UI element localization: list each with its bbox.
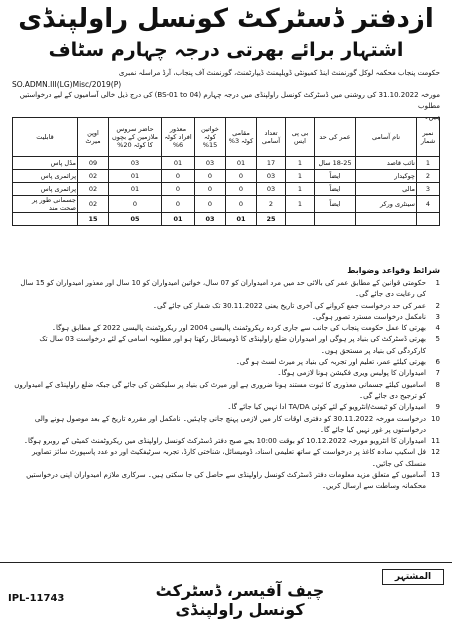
cell: 4 (417, 196, 440, 213)
condition-number: 7 (435, 369, 440, 378)
condition-text: بھرتی کا عمل حکومت پنجاب کی جانب سے جاری کردہ ریکروٹمنٹ پالیسی 2004 اور ریکروٹمنٹ پالیسی 2022 کے مطابق ہوگا۔ (51, 324, 426, 333)
condition-number: 5 (435, 335, 440, 344)
col-post-name: نام آسامی (356, 118, 417, 157)
cell: مالی (356, 183, 417, 196)
col-serial: نمبر شمار (417, 118, 440, 157)
condition-number: 6 (435, 358, 440, 367)
cell: ایضاً (315, 170, 356, 183)
condition-text: بھرتی کیلئے عمر، تعلیم اور تجربہ کی بنیاد پر میرٹ لسٹ ہو گی۔ (235, 358, 426, 367)
cell: پرائمری پاس (13, 183, 78, 196)
advertiser-label: المشتہر (382, 569, 444, 585)
col-posts-count: تعداد آسامی (257, 118, 286, 157)
conditions-list (12, 278, 440, 493)
cell: 01 (109, 170, 162, 183)
cell: 0 (195, 170, 226, 183)
cell: چوکیدار (356, 170, 417, 183)
condition-text: اسامیوں کیلئے جسمانی معذوری کا ثبوت مستند ہونا ضروری ہے اور میرٹ کی بنیاد پر سلیکشن کی جائے گی جبکہ ضلع راولپنڈی کے امیدواروں کو ترجیح دی جائے گی۔ (14, 380, 426, 400)
cell: سینٹری ورکر (356, 196, 417, 213)
condition-number: 11 (431, 437, 440, 446)
cell: 03 (257, 183, 286, 196)
cell: 15 (78, 213, 109, 226)
condition-item (12, 402, 440, 413)
cell: 03 (195, 157, 226, 170)
condition-item (12, 301, 440, 312)
cell (417, 213, 440, 226)
cell: 03 (195, 213, 226, 226)
cell: 0 (109, 196, 162, 213)
cell (286, 213, 315, 226)
condition-text: امیدواران کو ٹیسٹ/انٹرویو کے لئے کوئی TA/DA ادا نہیں کیا جائے گا۔ (227, 403, 426, 412)
col-qualification: قابلیت (13, 118, 78, 157)
cell: 05 (109, 213, 162, 226)
advertisement-footer (0, 562, 452, 623)
table-header-row (13, 118, 440, 157)
col-bps: بی پی ایس (286, 118, 315, 157)
condition-text: آسامیوں کے متعلق مزید معلومات دفتر ڈسٹرکٹ کونسل راولپنڈی سے حاصل کی جا سکتی ہیں۔ سرکاری ملازم امیدواران اپنی درخواستیں محکمانہ وساطت سے ارسال کریں۔ (26, 471, 426, 491)
table-row (13, 157, 440, 170)
condition-number: 3 (435, 312, 440, 321)
cell: 1 (286, 157, 315, 170)
cell: 0 (162, 170, 195, 183)
cell: 02 (78, 183, 109, 196)
page-subtitle: اشتہار برائے بھرتی درجہ چہارم سٹاف (48, 39, 404, 61)
cell: 02 (78, 170, 109, 183)
condition-text: بھرتی ڈسٹرکٹ کی بنیاد پر ہوگی اور امیدواران ضلع راولپنڈی کا ڈومیسائل رکھتا ہو اور مطلوبہ اسامی کے لئے درخواست 03 سال تک کارکردگی کی بنیاد پر مستحق ہوں۔ (39, 335, 426, 355)
col-local-quota: مقامی کوٹہ 3% (226, 118, 257, 157)
condition-item (12, 357, 440, 368)
cell: 0 (195, 183, 226, 196)
condition-item (12, 278, 440, 301)
cell: 01 (226, 157, 257, 170)
cell: 1 (286, 196, 315, 213)
intro-text (12, 68, 440, 123)
cell: مڈل پاس (13, 157, 78, 170)
cell: 17 (257, 157, 286, 170)
condition-item (12, 447, 440, 470)
cell: پرائمری پاس (13, 170, 78, 183)
cell: 0 (162, 183, 195, 196)
condition-text: فل اسکیپ سادہ کاغذ پر درخواست کے ساتھ تعلیمی اسناد، ڈومیسائل، شناختی کارڈ، تجربہ سرٹیفکیٹ اور دو عدد پاسپورٹ سائز تصاویر منسلک کی جائیں۔ (31, 448, 426, 468)
cell: 2 (257, 196, 286, 213)
condition-item (12, 334, 440, 357)
cell (356, 213, 417, 226)
cell: ایضاً (315, 196, 356, 213)
conditions-title: شرائط وقواعد وضوابط (347, 266, 440, 275)
condition-item (12, 323, 440, 334)
condition-text: امیدواران کا پولیس ویری فکیشن ہونا لازمی ہوگا۔ (277, 369, 426, 378)
intro-line-4: ہیں۔ (424, 113, 440, 121)
condition-text: حکومتی قوانین کے مطابق عمر کی بالائی حد میں مرد امیدواران کو 07 سال، خواتین امیدواران کو 10 سال اور معذور امیدواران کو 15 سال کی رعایت دی جائے گی۔ (20, 279, 426, 299)
ipl-number: IPL-11743 (8, 593, 65, 604)
col-disabled-quota: معذور افراد کوٹہ 6% (162, 118, 195, 157)
condition-text: امیدواران کا انٹرویو مورخہ 10.12.2022 کو بوقت 10:00 بجے صبح دفتر ڈسٹرکٹ کونسل راولپنڈی میں ریکروٹمنٹ کمیٹی کے روبرو ہوگا۔ (23, 437, 426, 446)
condition-number: 10 (431, 414, 440, 423)
col-employee-children-quota: حاضر سروس ملازمین کے بچوں کا کوٹہ 20% (109, 118, 162, 157)
condition-text: نامکمل درخواست مسترد تصور ہوگی۔ (311, 312, 426, 321)
vacancies-table (12, 117, 440, 226)
cell: 25 (257, 213, 286, 226)
cell: 03 (109, 157, 162, 170)
condition-number: 8 (435, 380, 440, 389)
cell: 03 (257, 170, 286, 183)
condition-number: 12 (431, 448, 440, 457)
table-row (13, 196, 440, 213)
cell: 0 (195, 196, 226, 213)
condition-number: 4 (435, 324, 440, 333)
table-row (13, 183, 440, 196)
cell: 1 (417, 157, 440, 170)
cell: جسمانی طور پر صحت مند (13, 196, 78, 213)
condition-number: 9 (435, 403, 440, 412)
cell: 0 (226, 183, 257, 196)
condition-item (12, 312, 440, 323)
intro-line-3: مورخہ 31.10.2022 کی روشنی میں ڈسٹرکٹ کونسل راولپنڈی میں درجہ چہارم (BS-01 to 04) کی درج ذیل خالی آسامیوں کے لیے درخواستیں مطلوب (19, 91, 440, 110)
col-age-limit: عمر کی حد (315, 118, 356, 157)
cell (13, 213, 78, 226)
cell: 18-25 سال (315, 157, 356, 170)
page-title: ازدفتر ڈسٹرکٹ کونسل راولپنڈی (18, 4, 434, 34)
cell: نائب قاصد (356, 157, 417, 170)
cell (315, 213, 356, 226)
cell: 1 (286, 183, 315, 196)
table-row (13, 170, 440, 183)
cell: ایضاً (315, 183, 356, 196)
condition-text: عمر کی حد درخواست جمع کروانے کی آخری تاریخ یعنی 30.11.2022 تک شمار کی جائے گی۔ (152, 301, 426, 310)
condition-item (12, 414, 440, 437)
cell: 01 (162, 157, 195, 170)
table-total-row (13, 213, 440, 226)
cell: 2 (417, 170, 440, 183)
col-women-quota: خواتین کوٹہ 15% (195, 118, 226, 157)
condition-number: 2 (435, 301, 440, 310)
issuing-officer: چیف آفیسر، ڈسٹرکٹ کونسل راولپنڈی (155, 581, 325, 619)
condition-item (12, 380, 440, 403)
cell: 3 (417, 183, 440, 196)
cell: 01 (109, 183, 162, 196)
cell: 0 (162, 196, 195, 213)
condition-item (12, 436, 440, 447)
condition-number: 13 (431, 471, 440, 480)
cell: 0 (226, 196, 257, 213)
intro-reference-number: SO.ADMN.III(LG)Misc/2019(P) (12, 80, 122, 89)
cell: 0 (226, 170, 257, 183)
condition-item (12, 470, 440, 493)
cell: 09 (78, 157, 109, 170)
condition-number: 1 (435, 279, 440, 287)
intro-line-1: حکومت پنجاب محکمہ لوکل گورنمنٹ اینڈ کمیونٹی ڈویلپمنٹ ڈیپارٹمنٹ، گورنمنٹ آف پنجاب، آرڈ مراسلہ نمبری (118, 69, 440, 77)
cell: 1 (286, 170, 315, 183)
cell: 01 (226, 213, 257, 226)
cell: 01 (162, 213, 195, 226)
col-open-merit: اوپن میرٹ (78, 118, 109, 157)
condition-item (12, 368, 440, 379)
cell: 02 (78, 196, 109, 213)
condition-text: درخواست مورخہ 30.11.2022 کو دفتری اوقات کار میں لازمی پہنچ جانی چاہئیں۔ نامکمل اور مقررہ تاریخ کے بعد موصول ہونے والی درخواستوں پر غور نہیں کیا جائے گا۔ (34, 414, 426, 434)
